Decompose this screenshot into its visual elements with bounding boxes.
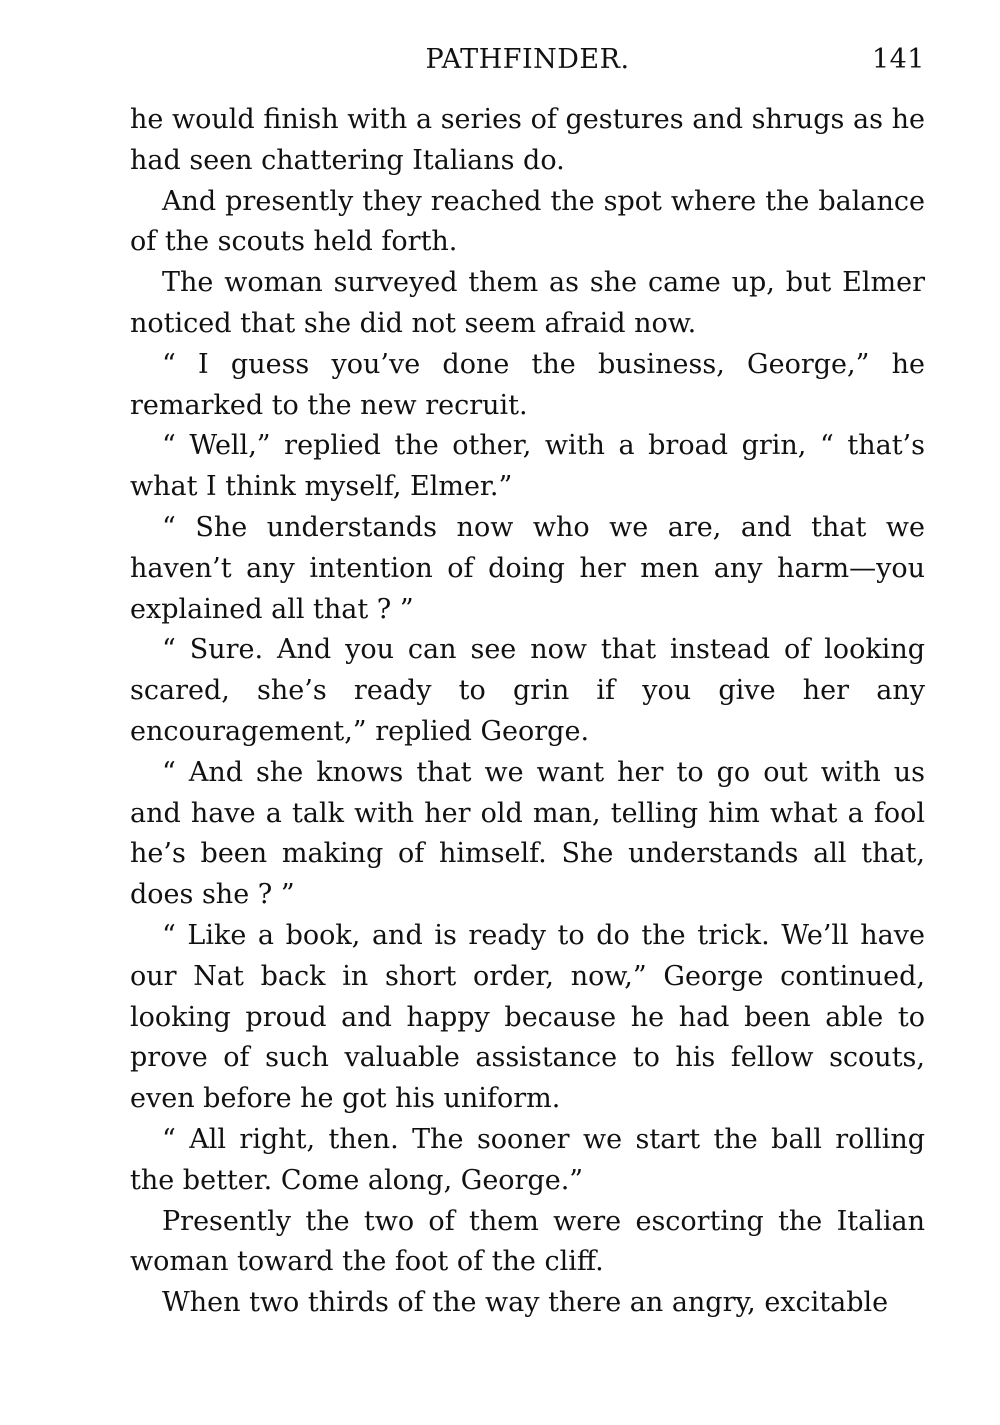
paragraph: The woman surveyed them as she came up, but Elmer noticed that she did not seem afraid now. (130, 267, 925, 339)
paragraph: “ And she knows that we want her to go out with us and have a talk with her old man, telling him what a fool he’s been making of himself. She understands all that, does she ? ” (130, 756, 925, 911)
body-text (130, 100, 925, 1324)
paragraph: “ I guess you’ve done the business, George,” he remarked to the new recruit. (130, 348, 925, 421)
paragraph: “ All right, then. The sooner we start the ball rolling the better. Come along, George.” (130, 1123, 925, 1196)
running-head (130, 40, 925, 86)
page-number: 141 (871, 44, 925, 75)
paragraph: “ She understands now who we are, and that we haven’t any intention of doing her men any harm—you explained all that ? ” (130, 511, 925, 625)
paragraph: “ Like a book, and is ready to do the trick. We’ll have our Nat back in short order, now,” George continued, looking proud and happy because he had been able to prove of such valuable assistance to his fellow scouts, even before he got his uniform. (130, 919, 925, 1115)
running-title: PATHFINDER. (425, 44, 630, 75)
paragraph: And presently they reached the spot where the balance of the scouts held forth. (130, 185, 925, 258)
paragraph: he would finish with a series of gestures and shrugs as he had seen chattering Italians do. (130, 104, 925, 176)
paragraph: “ Sure. And you can see now that instead of looking scared, she’s ready to grin if you give her any encouragement,” replied George. (130, 634, 925, 747)
paragraph: When two thirds of the way there an angry, excitable (162, 1287, 889, 1319)
paragraph: Presently the two of them were escorting the Italian woman toward the foot of the cliff. (130, 1205, 925, 1278)
paragraph: “ Well,” replied the other, with a broad grin, “ that’s what I think myself, Elmer.” (130, 430, 925, 503)
book-page (130, 40, 925, 1324)
